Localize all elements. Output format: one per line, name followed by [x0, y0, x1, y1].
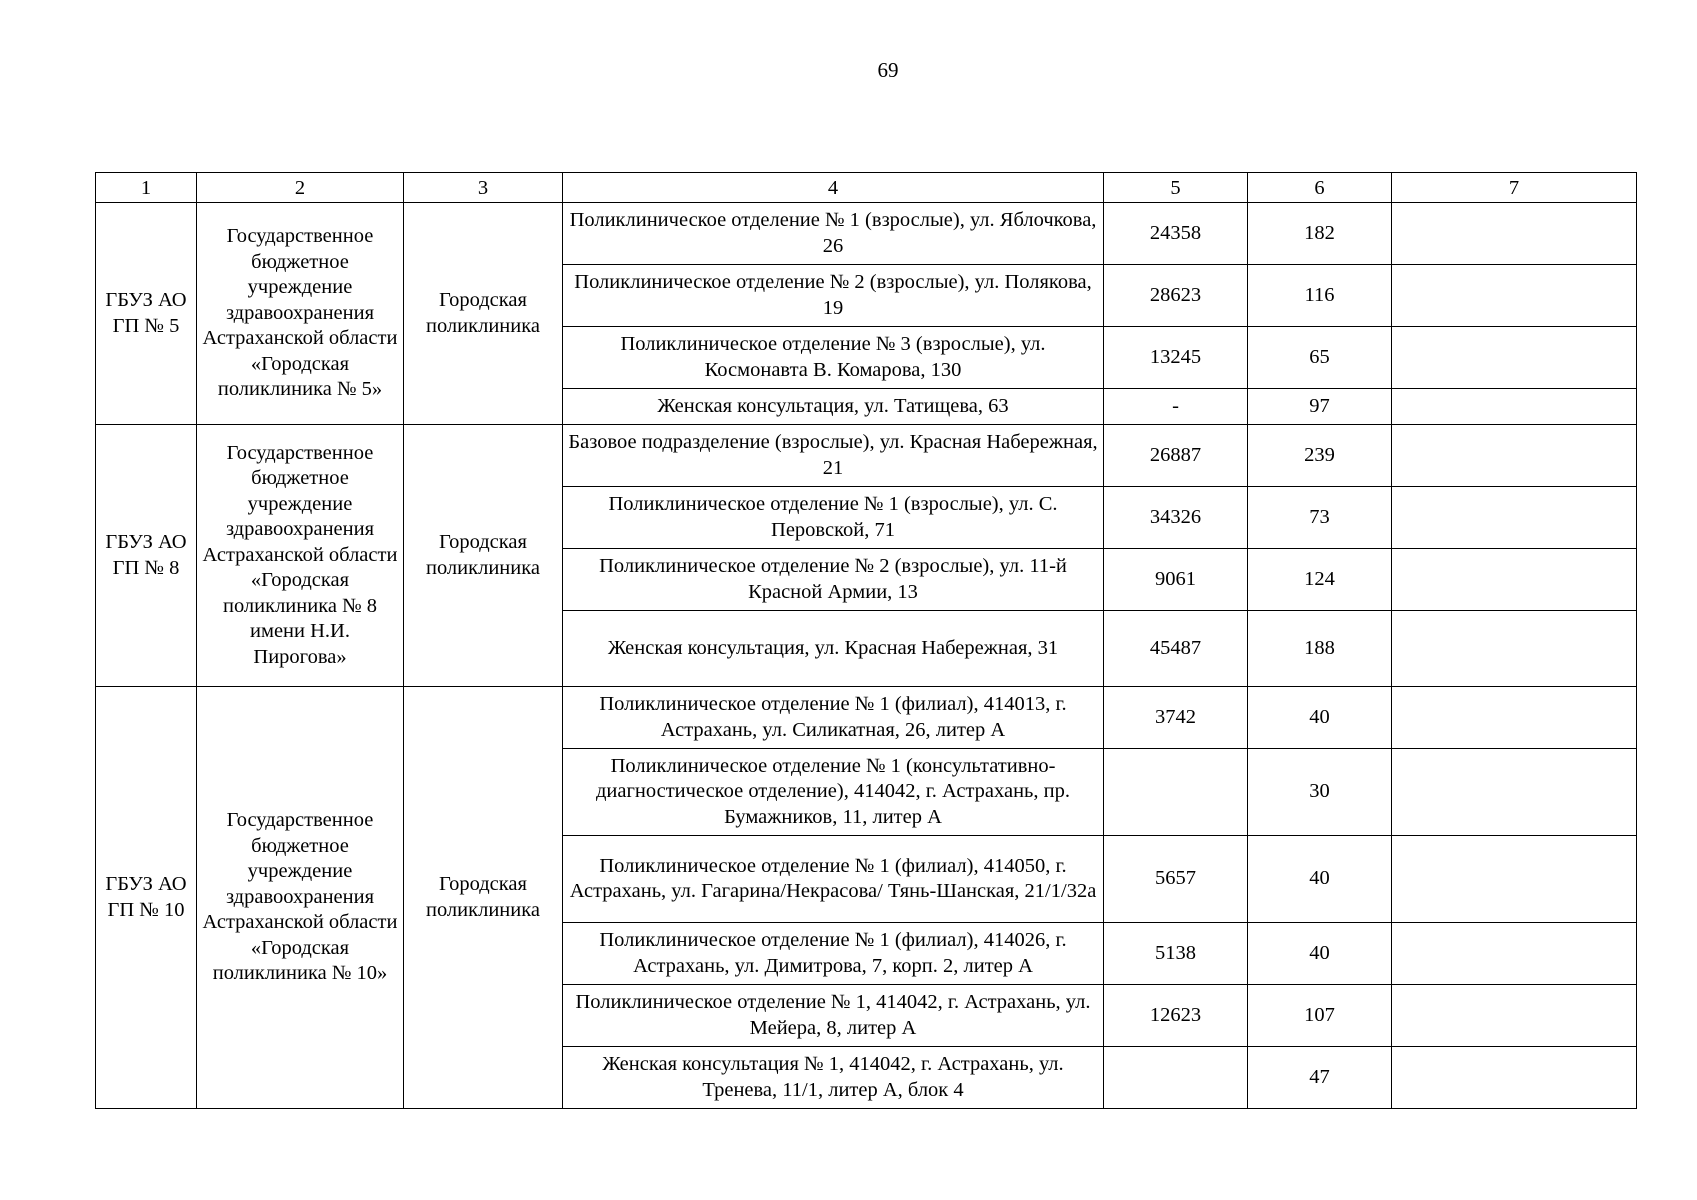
org-type-cell: Городская поликлиника: [404, 687, 563, 1109]
org-code-cell: ГБУЗ АО ГП № 10: [96, 687, 197, 1109]
org-name-cell: Государственное бюджетное учреждение здравоохранения Астраханской области «Городская поликлиника № 10»: [197, 687, 404, 1109]
unit-cell: Женская консультация № 1, 414042, г. Астрахань, ул. Тренева, 11/1, литер А, блок 4: [563, 1047, 1104, 1109]
clinics-table: [95, 172, 1637, 1109]
page-number: 69: [877, 58, 899, 82]
col7-cell: [1392, 549, 1637, 611]
unit-cell: Женская консультация, ул. Татищева, 63: [563, 389, 1104, 425]
org-code-cell: ГБУЗ АО ГП № 8: [96, 425, 197, 687]
col7-cell: [1392, 265, 1637, 327]
unit-cell: Поликлиническое отделение № 1, 414042, г. Астрахань, ул. Мейера, 8, литер А: [563, 985, 1104, 1047]
col7-cell: [1392, 327, 1637, 389]
column-header: 4: [563, 173, 1104, 203]
col7-cell: [1392, 687, 1637, 749]
unit-cell: Поликлиническое отделение № 2 (взрослые), ул. 11-й Красной Армии, 13: [563, 549, 1104, 611]
org-type-cell: Городская поликлиника: [404, 203, 563, 425]
col5-cell: 26887: [1104, 425, 1248, 487]
col5-cell: 28623: [1104, 265, 1248, 327]
unit-cell: Поликлиническое отделение № 1 (филиал), 414026, г. Астрахань, ул. Димитрова, 7, корп. 2, литер А: [563, 923, 1104, 985]
column-header: 5: [1104, 173, 1248, 203]
col5-cell: 3742: [1104, 687, 1248, 749]
column-header: 7: [1392, 173, 1637, 203]
unit-cell: Поликлиническое отделение № 1 (филиал), 414013, г. Астрахань, ул. Силикатная, 26, литер А: [563, 687, 1104, 749]
column-header: 3: [404, 173, 563, 203]
col6-cell: 97: [1248, 389, 1392, 425]
col6-cell: 30: [1248, 749, 1392, 836]
col6-cell: 40: [1248, 923, 1392, 985]
table-row: [96, 687, 1637, 749]
unit-cell: Поликлиническое отделение № 1 (взрослые), ул. Яблочкова, 26: [563, 203, 1104, 265]
col6-cell: 40: [1248, 836, 1392, 923]
col5-cell: 5138: [1104, 923, 1248, 985]
unit-cell: Поликлиническое отделение № 1 (взрослые), ул. С. Перовской, 71: [563, 487, 1104, 549]
col6-cell: 239: [1248, 425, 1392, 487]
col6-cell: 73: [1248, 487, 1392, 549]
unit-cell: Поликлиническое отделение № 3 (взрослые), ул. Космонавта В. Комарова, 130: [563, 327, 1104, 389]
col5-cell: 13245: [1104, 327, 1248, 389]
col5-cell: 5657: [1104, 836, 1248, 923]
col6-cell: 47: [1248, 1047, 1392, 1109]
col6-cell: 40: [1248, 687, 1392, 749]
col7-cell: [1392, 389, 1637, 425]
unit-cell: Поликлиническое отделение № 1 (консультативно-диагностическое отделение), 414042, г. Астрахань, пр. Бумажников, 11, литер А: [563, 749, 1104, 836]
header-row: [96, 173, 1637, 203]
unit-cell: Поликлиническое отделение № 2 (взрослые), ул. Полякова, 19: [563, 265, 1104, 327]
col7-cell: [1392, 1047, 1637, 1109]
unit-cell: Базовое подразделение (взрослые), ул. Красная Набережная, 21: [563, 425, 1104, 487]
unit-cell: Женская консультация, ул. Красная Набережная, 31: [563, 611, 1104, 687]
col6-cell: 182: [1248, 203, 1392, 265]
col7-cell: [1392, 425, 1637, 487]
col5-cell: 12623: [1104, 985, 1248, 1047]
col7-cell: [1392, 749, 1637, 836]
col6-cell: 124: [1248, 549, 1392, 611]
col5-cell: [1104, 1047, 1248, 1109]
org-name-cell: Государственное бюджетное учреждение здравоохранения Астраханской области «Городская поликлиника № 8 имени Н.И. Пирогова»: [197, 425, 404, 687]
col5-cell: 34326: [1104, 487, 1248, 549]
col5-cell: 24358: [1104, 203, 1248, 265]
column-header: 1: [96, 173, 197, 203]
col7-cell: [1392, 203, 1637, 265]
column-header: 6: [1248, 173, 1392, 203]
unit-cell: Поликлиническое отделение № 1 (филиал), 414050, г. Астрахань, ул. Гагарина/Некрасова/ Тянь-Шанская, 21/1/32а: [563, 836, 1104, 923]
col7-cell: [1392, 985, 1637, 1047]
org-type-cell: Городская поликлиника: [404, 425, 563, 687]
col7-cell: [1392, 836, 1637, 923]
col7-cell: [1392, 611, 1637, 687]
org-code-cell: ГБУЗ АО ГП № 5: [96, 203, 197, 425]
table-row: [96, 203, 1637, 265]
col6-cell: 65: [1248, 327, 1392, 389]
col7-cell: [1392, 487, 1637, 549]
col7-cell: [1392, 923, 1637, 985]
column-header: 2: [197, 173, 404, 203]
col6-cell: 188: [1248, 611, 1392, 687]
col6-cell: 116: [1248, 265, 1392, 327]
col5-cell: -: [1104, 389, 1248, 425]
col5-cell: 45487: [1104, 611, 1248, 687]
org-name-cell: Государственное бюджетное учреждение здравоохранения Астраханской области «Городская поликлиника № 5»: [197, 203, 404, 425]
col6-cell: 107: [1248, 985, 1392, 1047]
table-row: [96, 425, 1637, 487]
col5-cell: 9061: [1104, 549, 1248, 611]
col5-cell: [1104, 749, 1248, 836]
